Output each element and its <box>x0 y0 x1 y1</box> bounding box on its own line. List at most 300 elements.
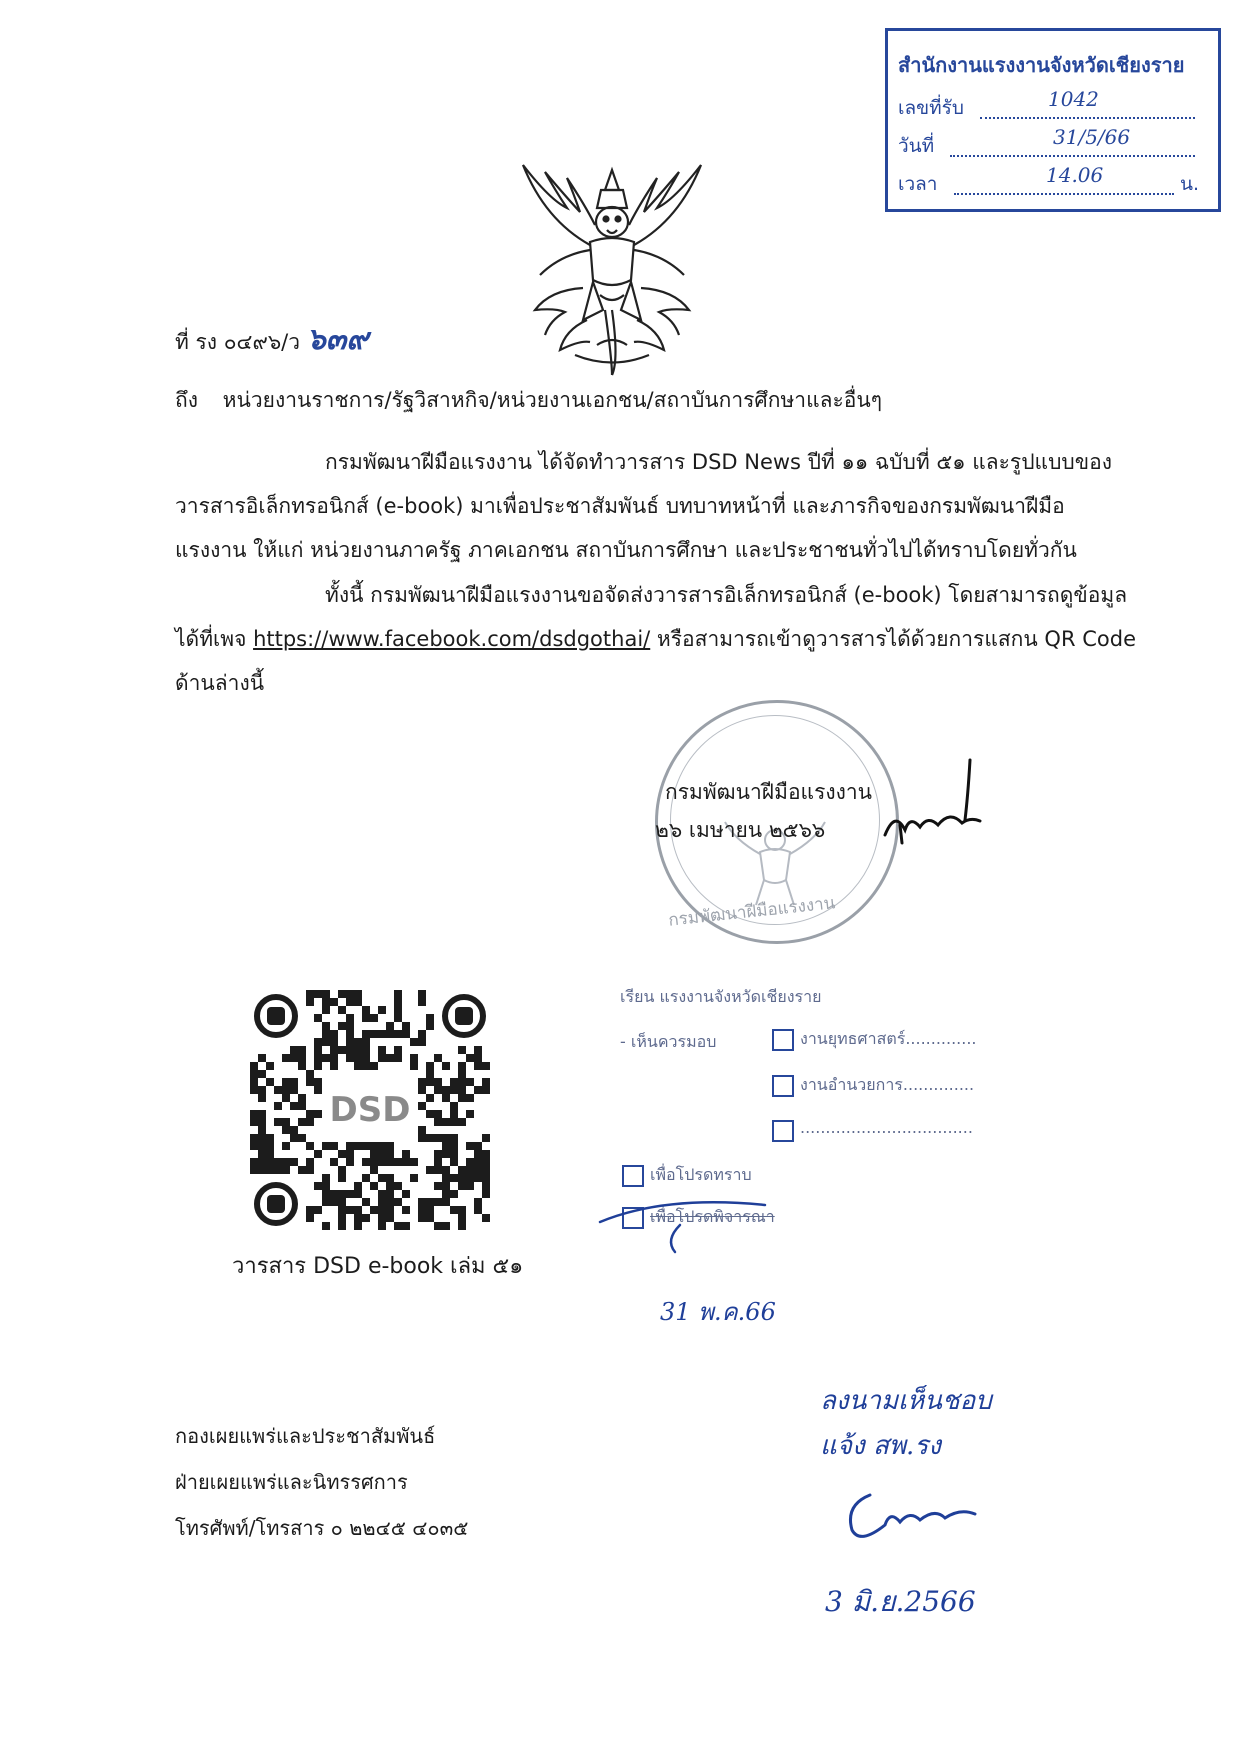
handwritten-name: ลงนามเห็นชอบ <box>820 1386 992 1416</box>
qr-module <box>442 1182 450 1190</box>
qr-module <box>338 1198 346 1206</box>
qr-module <box>386 1174 394 1182</box>
qr-module <box>314 1046 322 1054</box>
sign-date: ๒๖ เมษายน ๒๕๖๖ <box>655 818 826 842</box>
qr-module <box>258 1158 266 1166</box>
qr-module <box>394 990 402 998</box>
qr-module <box>346 998 354 1006</box>
qr-module <box>290 1054 298 1062</box>
qr-module <box>362 1054 370 1062</box>
qr-module <box>394 1030 402 1038</box>
qr-module <box>258 1134 266 1142</box>
qr-module <box>394 1158 402 1166</box>
to-line <box>175 378 882 422</box>
qr-module <box>426 1094 434 1102</box>
qr-module <box>298 1166 306 1174</box>
qr-module <box>250 1086 258 1094</box>
qr-module <box>362 1006 370 1014</box>
qr-module <box>354 1222 362 1230</box>
qr-module <box>282 1118 290 1126</box>
qr-module <box>474 1206 482 1214</box>
qr-module <box>426 1166 434 1174</box>
qr-module <box>394 1198 402 1206</box>
qr-module <box>338 1174 346 1182</box>
qr-module <box>474 1086 482 1094</box>
qr-module <box>482 1174 490 1182</box>
qr-module <box>338 1046 346 1054</box>
qr-module <box>442 1190 450 1198</box>
qr-module <box>362 1158 370 1166</box>
qr-module <box>474 1150 482 1158</box>
qr-module <box>466 1054 474 1062</box>
qr-module <box>442 1118 450 1126</box>
qr-module <box>338 1206 346 1214</box>
qr-module <box>346 1150 354 1158</box>
qr-module <box>474 1166 482 1174</box>
qr-module <box>458 1094 466 1102</box>
qr-module <box>362 1214 370 1222</box>
qr-module <box>314 990 322 998</box>
qr-module <box>482 1158 490 1166</box>
qr-module <box>386 1142 394 1150</box>
qr-module <box>442 1166 450 1174</box>
qr-module <box>378 1046 386 1054</box>
qr-module <box>258 1126 266 1134</box>
qr-module <box>450 1078 458 1086</box>
qr-module <box>418 1038 426 1046</box>
qr-module <box>450 1110 458 1118</box>
qr-module <box>354 1054 362 1062</box>
qr-module <box>322 1142 330 1150</box>
receipt-date-value: 31/5/66 <box>1053 125 1131 149</box>
paragraph-1-line-3: แรงงาน ให้แก่ หน่วยงานภาครัฐ ภาคเอกชน สถาบันการศึกษา และประชาชนทั่วไปได้ทราบโดยทั่วกัน <box>175 538 1077 562</box>
qr-module <box>402 1222 410 1230</box>
qr-module <box>482 1182 490 1190</box>
qr-module <box>378 1198 386 1206</box>
qr-module <box>322 998 330 1006</box>
qr-module <box>314 1182 322 1190</box>
qr-module <box>410 1062 418 1070</box>
qr-module <box>298 1054 306 1062</box>
qr-module <box>442 1198 450 1206</box>
qr-module <box>474 1198 482 1206</box>
qr-module <box>466 1142 474 1150</box>
qr-module <box>458 1062 466 1070</box>
qr-module <box>442 1222 450 1230</box>
qr-module <box>314 1054 322 1062</box>
qr-module <box>346 1022 354 1030</box>
qr-module <box>338 1006 346 1014</box>
qr-module <box>458 1206 466 1214</box>
qr-module <box>346 1038 354 1046</box>
qr-module <box>298 1118 306 1126</box>
qr-module <box>266 1166 274 1174</box>
qr-module <box>378 1054 386 1062</box>
handwritten-date-1: 31 พ.ค.66 <box>660 1298 776 1326</box>
qr-module <box>474 1054 482 1062</box>
qr-module <box>250 1158 258 1166</box>
qr-module <box>370 1062 378 1070</box>
qr-module <box>322 1190 330 1198</box>
receipt-date-dots <box>950 155 1195 157</box>
director-signature <box>880 755 990 850</box>
qr-module <box>330 1030 338 1038</box>
qr-module <box>482 1134 490 1142</box>
qr-module <box>362 1174 370 1182</box>
qr-module <box>298 1046 306 1054</box>
qr-code[interactable] <box>250 990 490 1230</box>
qr-module <box>418 990 426 998</box>
qr-module <box>418 1078 426 1086</box>
qr-module <box>346 1190 354 1198</box>
qr-module <box>322 1006 330 1014</box>
qr-module <box>426 1110 434 1118</box>
qr-module <box>298 1102 306 1110</box>
qr-module <box>274 1118 282 1126</box>
qr-module <box>354 1214 362 1222</box>
qr-module <box>434 1054 442 1062</box>
qr-module <box>442 1086 450 1094</box>
qr-module <box>418 1102 426 1110</box>
qr-module <box>386 1054 394 1062</box>
qr-module <box>322 1022 330 1030</box>
qr-module <box>322 1222 330 1230</box>
qr-module <box>282 1142 290 1150</box>
qr-module <box>330 1046 338 1054</box>
qr-module <box>370 1030 378 1038</box>
qr-module <box>354 1182 362 1190</box>
qr-module <box>330 1198 338 1206</box>
qr-module <box>306 1158 314 1166</box>
qr-module <box>418 1126 426 1134</box>
qr-module <box>426 1022 434 1030</box>
qr-module <box>450 1158 458 1166</box>
qr-module <box>354 1038 362 1046</box>
qr-module <box>274 1158 282 1166</box>
qr-module <box>258 1110 266 1118</box>
qr-module <box>458 1070 466 1078</box>
qr-module <box>314 1110 322 1118</box>
qr-module <box>386 1182 394 1190</box>
qr-module <box>474 1062 482 1070</box>
qr-module <box>418 1134 426 1142</box>
garuda-emblem-icon <box>505 160 720 378</box>
qr-module <box>434 1222 442 1230</box>
qr-module <box>330 1190 338 1198</box>
qr-module <box>338 1022 346 1030</box>
qr-module <box>370 1206 378 1214</box>
qr-module <box>370 1014 378 1022</box>
footer-contact <box>175 1413 468 1551</box>
qr-module <box>378 1150 386 1158</box>
qr-module <box>338 990 346 998</box>
qr-module <box>466 1110 474 1118</box>
qr-module <box>394 1182 402 1190</box>
qr-module <box>330 1038 338 1046</box>
qr-module <box>394 998 402 1006</box>
qr-module <box>306 1142 314 1150</box>
qr-module <box>450 1174 458 1182</box>
qr-module <box>306 1078 314 1086</box>
qr-module <box>250 1166 258 1174</box>
qr-module <box>442 1062 450 1070</box>
paragraph-1 <box>175 440 1115 572</box>
qr-module <box>402 1150 410 1158</box>
qr-module <box>386 1158 394 1166</box>
for-consider-label: เพื่อโปรดพิจารณา <box>650 1207 775 1226</box>
qr-module <box>466 1158 474 1166</box>
routing-assign-label: - เห็นควรมอบ <box>620 1032 717 1051</box>
qr-module <box>418 1214 426 1222</box>
routing-header: เรียน แรงงานจังหวัดเชียงราย <box>620 987 822 1006</box>
qr-module <box>370 1166 378 1174</box>
qr-module <box>346 1054 354 1062</box>
qr-module <box>354 1142 362 1150</box>
qr-module <box>386 1022 394 1030</box>
qr-module <box>274 1166 282 1174</box>
qr-module <box>306 1110 314 1118</box>
qr-module <box>338 1222 346 1230</box>
qr-module <box>354 1046 362 1054</box>
qr-module <box>394 1014 402 1022</box>
qr-module <box>290 1102 298 1110</box>
qr-module <box>434 1198 442 1206</box>
qr-module <box>378 1158 386 1166</box>
option-other: .................................. <box>800 1118 973 1137</box>
qr-module <box>354 998 362 1006</box>
qr-module <box>450 1142 458 1150</box>
qr-module <box>258 1070 266 1078</box>
qr-module <box>410 1054 418 1062</box>
qr-module <box>346 1206 354 1214</box>
qr-module <box>330 1142 338 1150</box>
qr-module <box>410 1158 418 1166</box>
qr-module <box>330 1062 338 1070</box>
qr-module <box>386 1030 394 1038</box>
qr-module <box>290 1134 298 1142</box>
qr-module <box>258 1150 266 1158</box>
qr-module <box>466 1174 474 1182</box>
receipt-office: สำนักงานแรงงานจังหวัดเชียงราย <box>898 53 1185 77</box>
qr-module <box>482 1214 490 1222</box>
qr-module <box>450 1086 458 1094</box>
qr-module <box>306 1070 314 1078</box>
qr-module <box>298 1094 306 1102</box>
qr-module <box>306 990 314 998</box>
qr-module <box>338 1190 346 1198</box>
qr-module <box>482 1166 490 1174</box>
qr-module <box>458 1046 466 1054</box>
qr-module <box>338 1150 346 1158</box>
qr-module <box>482 1190 490 1198</box>
qr-module <box>458 1166 466 1174</box>
qr-module <box>378 1174 386 1182</box>
qr-module <box>346 1142 354 1150</box>
qr-module <box>338 1214 346 1222</box>
qr-module <box>402 1206 410 1214</box>
qr-module <box>282 1078 290 1086</box>
checkbox-strategy[interactable] <box>772 1029 794 1051</box>
qr-module <box>266 1142 274 1150</box>
qr-module <box>370 1158 378 1166</box>
qr-module <box>410 1174 418 1182</box>
qr-module <box>434 1086 442 1094</box>
qr-module <box>378 1006 386 1014</box>
paragraph-1-line-1: กรมพัฒนาฝีมือแรงงาน ได้จัดทำวารสาร DSD News ปีที่ ๑๑ ฉบับที่ ๕๑ และรูปแบบของ <box>325 450 1112 474</box>
qr-module <box>274 1102 282 1110</box>
qr-module <box>442 1142 450 1150</box>
qr-module <box>458 1118 466 1126</box>
qr-module <box>426 1078 434 1086</box>
qr-module <box>314 1078 322 1086</box>
qr-module <box>426 1134 434 1142</box>
footer-phone: โทรศัพท์/โทรสาร ๐ ๒๒๔๕ ๔๐๓๕ <box>175 1516 469 1540</box>
qr-module <box>322 1198 330 1206</box>
qr-module <box>298 1134 306 1142</box>
qr-module <box>434 1182 442 1190</box>
qr-module <box>258 1166 266 1174</box>
to-value: หน่วยงานราชการ/รัฐวิสาหกิจ/หน่วยงานเอกชน/สถาบันการศึกษาและอื่นๆ <box>222 388 883 412</box>
qr-module <box>306 1206 314 1214</box>
qr-module <box>402 1022 410 1030</box>
qr-module <box>442 1150 450 1158</box>
qr-module <box>458 1086 466 1094</box>
qr-module <box>298 1062 306 1070</box>
qr-module <box>474 1046 482 1054</box>
qr-module <box>442 1174 450 1182</box>
handwritten-date-2: 3 มิ.ย.2566 <box>825 1585 976 1618</box>
handwritten-office: แจ้ง สพ.รง <box>820 1431 941 1461</box>
paragraph-2-line-2 <box>175 617 1136 661</box>
qr-module <box>330 1158 338 1166</box>
qr-module <box>290 1046 298 1054</box>
handwritten-signature <box>840 1480 990 1550</box>
ref-number-handwritten: ๖๓๙ <box>306 322 369 357</box>
qr-module <box>274 1086 282 1094</box>
paragraph-2-line-2-suffix: หรือสามารถเข้าดูวารสารได้ด้วยการแสกน QR Code <box>656 627 1136 651</box>
qr-module <box>250 1070 258 1078</box>
checkbox-other[interactable] <box>772 1120 794 1142</box>
qr-module <box>354 1062 362 1070</box>
qr-module <box>450 1206 458 1214</box>
signatory: กรมพัฒนาฝีมือแรงงาน <box>665 780 873 804</box>
qr-module <box>482 1062 490 1070</box>
qr-module <box>466 1166 474 1174</box>
for-info-label: เพื่อโปรดทราบ <box>650 1165 752 1184</box>
qr-module <box>250 1134 258 1142</box>
qr-module <box>258 1086 266 1094</box>
qr-module <box>250 1118 258 1126</box>
qr-module <box>346 990 354 998</box>
qr-module <box>362 1198 370 1206</box>
receipt-time-value: 14.06 <box>1046 163 1104 187</box>
qr-module <box>370 1150 378 1158</box>
qr-module <box>322 1038 330 1046</box>
qr-module <box>346 1030 354 1038</box>
qr-module <box>434 1150 442 1158</box>
qr-module <box>314 1150 322 1158</box>
qr-module <box>250 1062 258 1070</box>
receipt-no-label: เลขที่รับ <box>898 97 964 119</box>
qr-module <box>466 1182 474 1190</box>
checkbox-admin[interactable] <box>772 1075 794 1097</box>
qr-module <box>418 998 426 1006</box>
paragraph-1-line-2: วารสารอิเล็กทรอนิกส์ (e-book) มาเพื่อประชาสัมพันธ์ บทบาทหน้าที่ และภารกิจของกรมพัฒนาฝีมือ <box>175 494 1065 518</box>
qr-module <box>418 1198 426 1206</box>
qr-module <box>378 1222 386 1230</box>
qr-module <box>290 1126 298 1134</box>
qr-module <box>354 990 362 998</box>
qr-module <box>450 1150 458 1158</box>
qr-module <box>418 1206 426 1214</box>
facebook-link[interactable]: https://www.facebook.com/dsdgothai/ <box>253 627 651 651</box>
qr-module <box>434 1110 442 1118</box>
footer-department: กองเผยแพร่และประชาสัมพันธ์ <box>175 1424 436 1448</box>
qr-module <box>386 1206 394 1214</box>
qr-module <box>258 1118 266 1126</box>
seal-text: กรมพัฒนาฝีมือแรงงาน <box>667 893 837 931</box>
qr-module <box>322 1030 330 1038</box>
qr-module <box>250 1110 258 1118</box>
receipt-stamp <box>885 28 1221 212</box>
qr-module <box>362 1046 370 1054</box>
qr-module <box>378 1190 386 1198</box>
qr-module <box>338 1166 346 1174</box>
qr-module <box>362 1030 370 1038</box>
qr-module <box>426 1014 434 1022</box>
qr-module <box>314 1062 322 1070</box>
qr-module <box>306 998 314 1006</box>
qr-module <box>282 1054 290 1062</box>
qr-module <box>466 1094 474 1102</box>
qr-module <box>474 1174 482 1182</box>
qr-module <box>426 1198 434 1206</box>
qr-module <box>426 1206 434 1214</box>
qr-module <box>266 1150 274 1158</box>
qr-module <box>282 1166 290 1174</box>
option-strategy: งานยุทธศาสตร์.............. <box>800 1029 977 1048</box>
qr-module <box>282 1126 290 1134</box>
qr-module <box>410 1038 418 1046</box>
qr-module <box>466 1078 474 1086</box>
ref-number <box>175 318 368 364</box>
qr-module <box>354 1206 362 1214</box>
qr-module <box>402 1030 410 1038</box>
receipt-time-label: เวลา <box>898 173 938 195</box>
qr-module <box>394 1006 402 1014</box>
qr-module <box>378 1214 386 1222</box>
qr-module <box>418 1030 426 1038</box>
receipt-no-value: 1042 <box>1048 87 1099 111</box>
qr-module <box>266 1078 274 1086</box>
qr-module <box>314 1206 322 1214</box>
qr-module <box>258 1142 266 1150</box>
qr-module <box>250 1142 258 1150</box>
qr-module <box>250 1078 258 1086</box>
qr-module <box>434 1158 442 1166</box>
qr-module <box>434 1078 442 1086</box>
paragraph-2-line-1: ทั้งนี้ กรมพัฒนาฝีมือแรงงานขอจัดส่งวารสารอิเล็กทรอนิกส์ (e-book) โดยสามารถดูข้อมูล <box>325 583 1128 607</box>
qr-module <box>362 1014 370 1022</box>
qr-module <box>386 1150 394 1158</box>
qr-module <box>458 1182 466 1190</box>
qr-module <box>474 1142 482 1150</box>
qr-module <box>322 1182 330 1190</box>
qr-module <box>346 1158 354 1166</box>
qr-module <box>402 1190 410 1198</box>
qr-module <box>386 1214 394 1222</box>
qr-module <box>402 1158 410 1166</box>
